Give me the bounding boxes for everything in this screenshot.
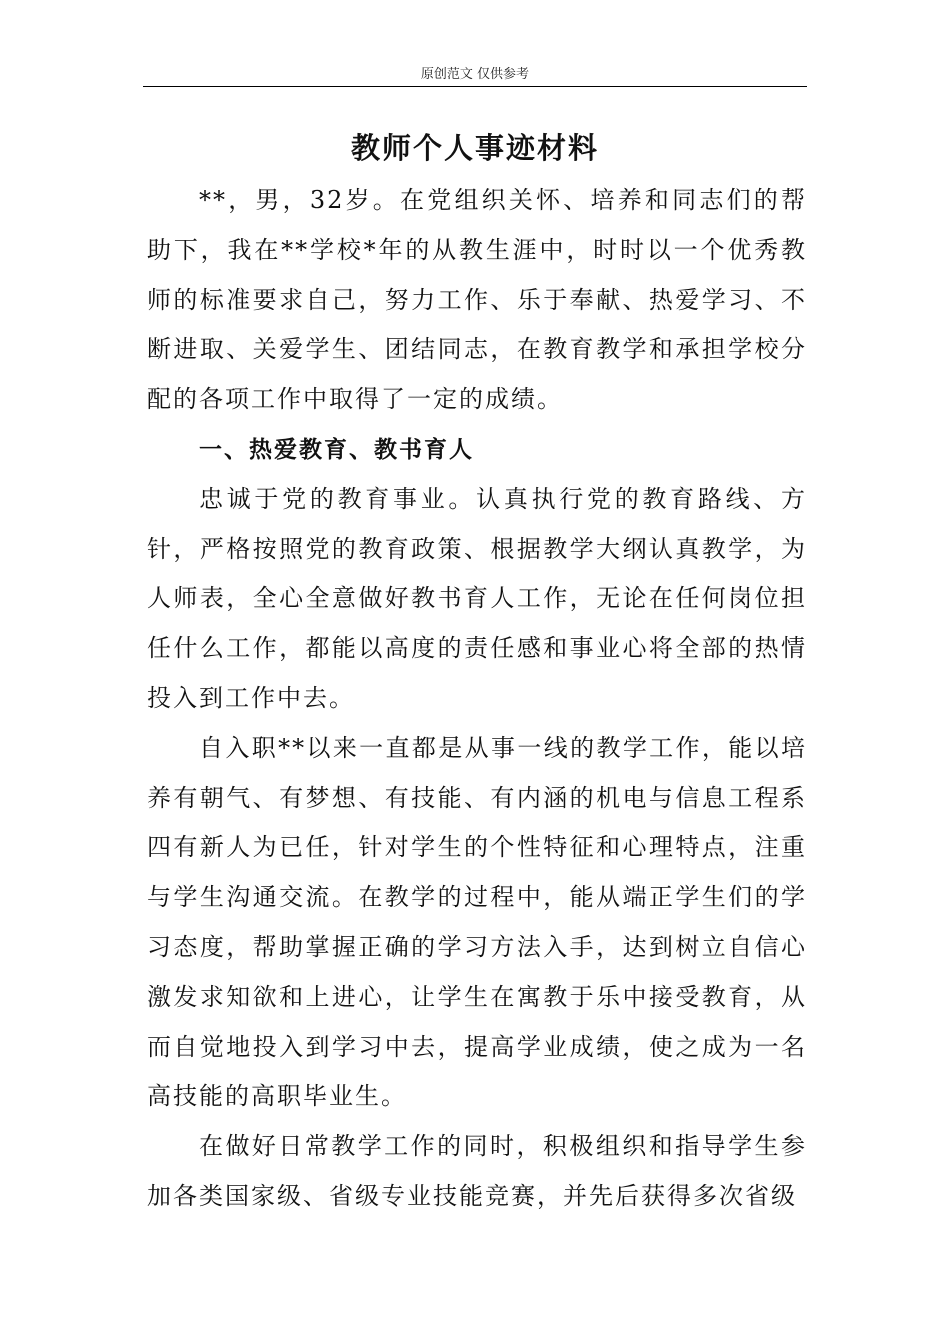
intro-paragraph: **，男，32岁。在党组织关怀、培养和同志们的帮助下，我在**学校*年的从教生涯中，时时以一个优秀教师的标准要求自己，努力工作、乐于奉献、热爱学习、不断进取、关爱学生、团结同志，在教育教学和承担学校分配的各项工作中取得了一定的成绩。 bbox=[147, 186, 807, 414]
body-paragraph: 忠诚于党的教育事业。认真执行党的教育路线、方针，严格按照党的教育政策、根据教学大纲认真教学，为人师表，全心全意做好教书育人工作，无论在任何岗位担任什么工作，都能以高度的责任感和事业心将全部的热情投入到工作中去。 bbox=[147, 484, 807, 712]
document-body bbox=[147, 176, 807, 1222]
page-header-text: 原创范文 仅供参考 bbox=[420, 67, 530, 82]
header-divider bbox=[143, 86, 807, 87]
document-title: 教师个人事迹材料 bbox=[350, 131, 599, 165]
section-heading: 一、热爱教育、教书育人 bbox=[199, 435, 474, 463]
body-paragraph: 自入职**以来一直都是从事一线的教学工作，能以培养有朝气、有梦想、有技能、有内涵的机电与信息工程系四有新人为已任，针对学生的个性特征和心理特点，注重与学生沟通交流。在教学的过程中，能从端正学生们的学习态度，帮助掌握正确的学习方法入手，达到树立自信心激发求知欲和上进心，让学生在寓教于乐中接受教育，从而自觉地投入到学习中去，提高学业成绩，使之成为一名高技能的高职毕业生。 bbox=[147, 733, 807, 1111]
body-paragraph: 在做好日常教学工作的同时，积极组织和指导学生参加各类国家级、省级专业技能竞赛，并先后获得多次省级 bbox=[147, 1132, 807, 1210]
